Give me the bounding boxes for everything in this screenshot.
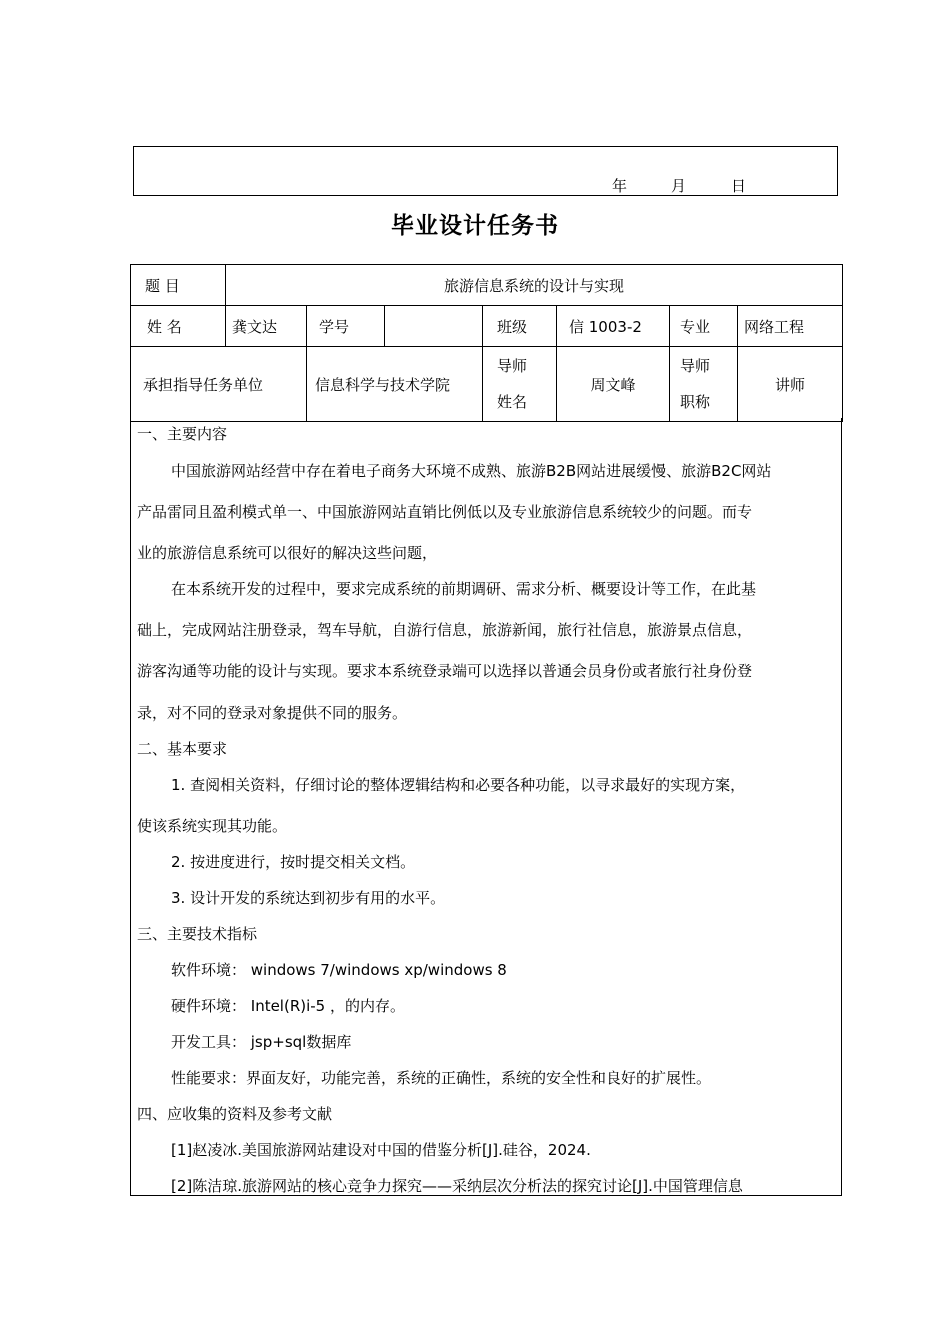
advisor-name-label — [483, 347, 557, 422]
paragraph-line: 础上，完成网站注册登录，驾车导航，自游行信息，旅游新闻，旅行社信息，旅游景点信息， — [137, 621, 753, 639]
content-body — [130, 418, 842, 1196]
document-title: 毕业设计任务书 — [391, 213, 559, 239]
spec-line: 性能要求：界面友好，功能完善，系统的正确性，系统的安全性和良好的扩展性。 — [171, 1069, 712, 1087]
name-label: 姓 名 — [131, 306, 226, 347]
student-id-value — [385, 306, 483, 347]
spec-line: 软件环境： windows 7/windows xp/windows 8 — [171, 961, 507, 979]
topic-row — [131, 265, 843, 306]
advisor-title-label — [670, 347, 738, 422]
section-requirements-heading: 二、基本要求 — [137, 740, 228, 758]
advisor-name-value: 周文峰 — [557, 347, 670, 422]
advisor-title-label-line1: 导师 — [680, 357, 711, 375]
paragraph-line: 在本系统开发的过程中，要求完成系统的前期调研、需求分析、概要设计等工作，在此基 — [171, 580, 757, 598]
month-label: 月 — [671, 177, 687, 195]
reference-item: [1]赵凌冰.美国旅游网站建设对中国的借鉴分析[J].硅谷，2024. — [171, 1141, 591, 1159]
name-value: 龚文达 — [226, 306, 307, 347]
topic-value: 旅游信息系统的设计与实现 — [226, 265, 843, 306]
list-item: 3. 设计开发的系统达到初步有用的水平。 — [171, 889, 446, 907]
advisor-name-label-line1: 导师 — [497, 357, 528, 375]
date-box — [133, 146, 838, 196]
section-main-content-heading: 一、主要内容 — [137, 425, 228, 443]
paragraph-line: 中国旅游网站经营中存在着电子商务大环境不成熟、旅游B2B网站进展缓慢、旅游B2C网站 — [171, 462, 772, 480]
info-table — [130, 264, 843, 422]
advisor-title-value: 讲师 — [738, 347, 843, 422]
section-tech-heading: 三、主要技术指标 — [137, 925, 258, 943]
advisor-title-label-line2: 职称 — [680, 393, 711, 411]
advisor-name-label-line2: 姓名 — [497, 393, 528, 411]
topic-label: 题 目 — [131, 265, 226, 306]
list-item: 2. 按进度进行，按时提交相关文档。 — [171, 853, 416, 871]
spec-line: 开发工具： jsp+sql数据库 — [171, 1033, 352, 1051]
paragraph-line: 使该系统实现其功能。 — [137, 817, 288, 835]
paragraph-line: 游客沟通等功能的设计与实现。要求本系统登录端可以选择以普通会员身份或者旅行社身份登 — [137, 662, 753, 680]
reference-item: [2]陈洁琼.旅游网站的核心竞争力探究——采纳层次分析法的探究讨论[J].中国管理信息 — [171, 1177, 743, 1195]
unit-value: 信息科学与技术学院 — [307, 347, 483, 422]
unit-label: 承担指导任务单位 — [131, 347, 307, 422]
class-label: 班级 — [483, 306, 557, 347]
list-item: 1. 查阅相关资料，仔细讨论的整体逻辑结构和必要各种功能，以寻求最好的实现方案， — [171, 776, 746, 794]
section-references-heading: 四、应收集的资料及参考文献 — [137, 1105, 333, 1123]
paragraph-line: 录，对不同的登录对象提供不同的服务。 — [137, 704, 408, 722]
name-row — [131, 306, 843, 347]
student-id-label: 学号 — [307, 306, 385, 347]
year-label: 年 — [612, 177, 628, 195]
paragraph-line: 业的旅游信息系统可以很好的解决这些问题， — [137, 544, 438, 562]
class-value: 信 1003-2 — [557, 306, 670, 347]
day-label: 日 — [731, 177, 747, 195]
spec-line: 硬件环境： Intel(R)i-5 ，的内存。 — [171, 997, 405, 1015]
unit-row — [131, 347, 843, 422]
paragraph-line: 产品雷同且盈利模式单一、中国旅游网站直销比例低以及专业旅游信息系统较少的问题。而专 — [137, 503, 753, 521]
major-value: 网络工程 — [738, 306, 843, 347]
major-label: 专业 — [670, 306, 738, 347]
